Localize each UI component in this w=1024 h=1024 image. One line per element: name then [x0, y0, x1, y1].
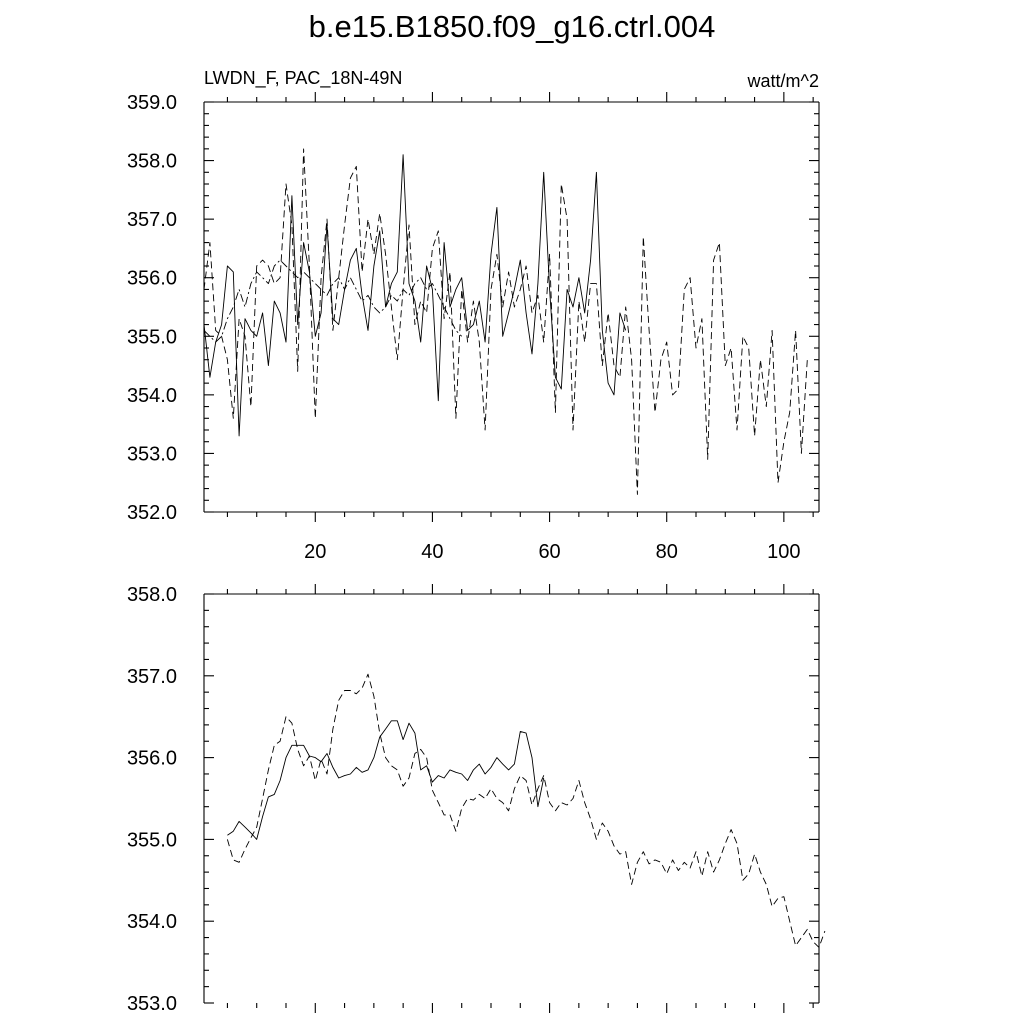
top-y-tick-label: 353.0 — [126, 443, 177, 466]
top-series-solid — [204, 155, 626, 436]
top-y-tick-label: 359.0 — [126, 92, 177, 114]
top-y-tick-label: 358.0 — [126, 150, 177, 173]
bottom-plot-area — [127, 584, 825, 1015]
bottom-y-tick-label: 355.0 — [126, 829, 177, 852]
top-x-tick-label: 40 — [421, 541, 444, 563]
top-y-tick-label: 352.0 — [126, 502, 177, 524]
top-y-tick-label: 356.0 — [126, 267, 177, 290]
top-y-tick-label: 354.0 — [126, 384, 177, 407]
bottom-y-tick-label: 357.0 — [126, 665, 177, 688]
top-x-tick-label: 100 — [767, 541, 801, 563]
panel-left-label: LWDN_F, PAC_18N-49N — [204, 68, 403, 88]
top-x-tick-label: 60 — [538, 541, 561, 563]
figure-title: b.e15.B1850.f09_g16.ctrl.004 — [308, 9, 716, 44]
bottom-series-solid — [227, 721, 543, 840]
panel-right-label: watt/m^2 — [747, 71, 819, 91]
bottom-y-tick-label: 356.0 — [126, 747, 177, 770]
top-series-dashed — [204, 149, 807, 495]
top-x-tick-label: 20 — [304, 541, 327, 563]
bottom-series-dashed — [227, 674, 825, 947]
bottom-y-tick-label: 354.0 — [126, 911, 177, 934]
top-x-tick-label: 80 — [655, 541, 678, 563]
top-y-tick-label: 355.0 — [126, 326, 177, 349]
bottom-y-tick-label: 358.0 — [126, 584, 177, 606]
bottom-y-tick-label: 353.0 — [126, 993, 177, 1015]
top-y-tick-label: 357.0 — [126, 209, 177, 232]
top-panel — [127, 92, 819, 563]
bottom-panel — [127, 584, 825, 1015]
top-plot-area — [127, 92, 819, 563]
